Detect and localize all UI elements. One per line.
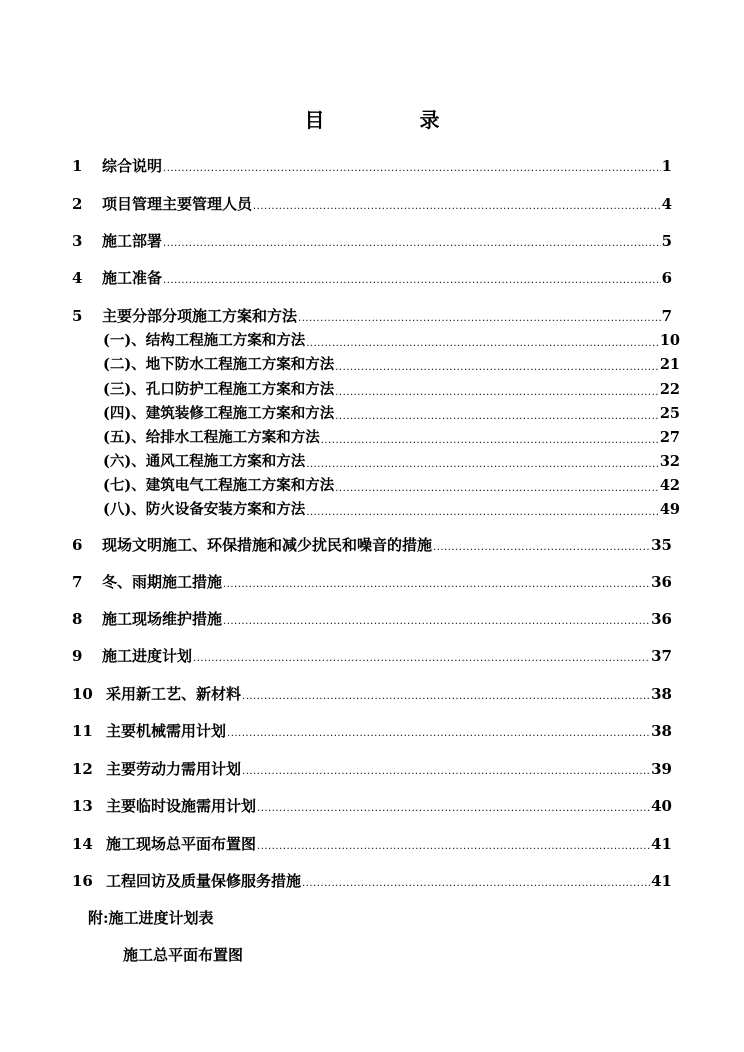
toc-leader-dots: [433, 541, 650, 555]
toc-entry-number: 4: [72, 269, 83, 287]
toc-leader-dots: [298, 312, 661, 326]
toc-leader-dots: [257, 840, 650, 854]
toc-entry-page: 40: [651, 797, 672, 815]
toc-subentry-8[interactable]: [103, 500, 680, 520]
toc-leader-dots: [242, 690, 650, 704]
toc-subentry-label: (一)、结构工程施工方案和方法: [103, 332, 306, 349]
toc-subentry-page: 42: [659, 477, 680, 494]
toc-entry-number: 6: [72, 536, 83, 554]
toc-entry-9[interactable]: [72, 646, 672, 666]
toc-entry-label: 主要机械需用计划: [106, 722, 227, 740]
toc-entry-page: 41: [651, 835, 672, 853]
toc-entry-page: 39: [651, 760, 672, 778]
toc-subentry-page: 27: [659, 429, 680, 446]
toc-entry-label: 冬、雨期施工措施: [102, 573, 223, 591]
toc-leader-dots: [335, 361, 659, 375]
toc-entry-label: 工程回访及质量保修服务措施: [106, 872, 302, 890]
toc-entry-page: 1: [661, 157, 672, 175]
toc-leader-dots: [321, 434, 659, 448]
toc-entry-label: 项目管理主要管理人员: [102, 195, 253, 213]
toc-subentry-5[interactable]: [103, 428, 680, 448]
toc-entry-11[interactable]: [72, 721, 672, 741]
toc-leader-dots: [306, 337, 659, 351]
toc-entry-number: 12: [72, 760, 93, 778]
toc-subentry-3[interactable]: [103, 380, 680, 400]
toc-subentry-label: (五)、给排水工程施工方案和方法: [103, 429, 320, 446]
toc-entry-number: 16: [72, 872, 93, 890]
toc-entry-7[interactable]: [72, 572, 672, 592]
toc-subentry-label: (六)、通风工程施工方案和方法: [103, 453, 306, 470]
toc-entry-label: 现场文明施工、环保措施和减少扰民和噪音的措施: [102, 536, 433, 554]
toc-entry-number: 10: [72, 685, 93, 703]
toc-leader-dots: [163, 274, 661, 288]
toc-entry-number: 9: [72, 647, 83, 665]
toc-entry-label: 主要分部分项施工方案和方法: [102, 307, 298, 325]
toc-entry-label: 施工现场总平面布置图: [106, 835, 257, 853]
toc-entry-label: 主要劳动力需用计划: [106, 760, 242, 778]
toc-leader-dots: [227, 727, 650, 741]
toc-leader-dots: [306, 506, 659, 520]
toc-entry-2[interactable]: [72, 194, 672, 214]
toc-entry-page: 38: [651, 722, 672, 740]
toc-subentry-label: (七)、建筑电气工程施工方案和方法: [103, 477, 335, 494]
toc-entry-page: 38: [651, 685, 672, 703]
toc-subentry-label: (二)、地下防水工程施工方案和方法: [103, 356, 335, 373]
toc-leader-dots: [335, 386, 659, 400]
toc-leader-dots: [335, 410, 659, 424]
toc-entry-page: 37: [651, 647, 672, 665]
toc-entry-number: 14: [72, 835, 93, 853]
toc-entry-12[interactable]: [72, 759, 672, 779]
toc-entry-label: 综合说明: [102, 157, 163, 175]
toc-entry-label: 施工部署: [102, 232, 163, 250]
appendix-line-2: 施工总平面布置图: [123, 946, 244, 964]
toc-subentry-7[interactable]: [103, 476, 680, 496]
toc-entry-5[interactable]: [72, 306, 672, 326]
toc-leader-dots: [163, 162, 661, 176]
toc-subentry-1[interactable]: [103, 331, 680, 351]
toc-entry-number: 13: [72, 797, 93, 815]
toc-entry-page: 41: [651, 872, 672, 890]
toc-subentry-label: (三)、孔口防护工程施工方案和方法: [103, 381, 335, 398]
toc-entry-1[interactable]: [72, 156, 672, 176]
toc-entry-page: 4: [661, 195, 672, 213]
toc-subentry-page: 22: [659, 381, 680, 398]
toc-entry-number: 8: [72, 610, 83, 628]
toc-entry-label: 施工准备: [102, 269, 163, 287]
toc-subentry-label: (四)、建筑装修工程施工方案和方法: [103, 405, 335, 422]
toc-entry-3[interactable]: [72, 231, 672, 251]
toc-entry-label: 主要临时设施需用计划: [106, 797, 257, 815]
toc-entry-8[interactable]: [72, 609, 672, 629]
toc-entry-page: 5: [661, 232, 672, 250]
toc-subentry-label: (八)、防火设备安装方案和方法: [103, 501, 306, 518]
toc-entry-4[interactable]: [72, 268, 672, 288]
toc-leader-dots: [302, 877, 650, 891]
toc-entry-label: 施工进度计划: [102, 647, 193, 665]
toc-entry-10[interactable]: [72, 684, 672, 704]
toc-leader-dots: [223, 578, 650, 592]
toc-leader-dots: [193, 652, 650, 666]
toc-entry-number: 3: [72, 232, 83, 250]
page-title: 目 录: [304, 108, 484, 132]
toc-subentry-page: 32: [659, 453, 680, 470]
toc-entry-13[interactable]: [72, 796, 672, 816]
toc-entry-number: 2: [72, 195, 83, 213]
toc-leader-dots: [335, 482, 659, 496]
toc-subentry-page: 21: [659, 356, 680, 373]
toc-subentry-6[interactable]: [103, 452, 680, 472]
toc-entry-page: 7: [661, 307, 672, 325]
toc-entry-label: 采用新工艺、新材料: [106, 685, 242, 703]
appendix-line-1: 附:施工进度计划表: [88, 909, 214, 927]
toc-entry-page: 6: [661, 269, 672, 287]
toc-subentry-4[interactable]: [103, 404, 680, 424]
toc-entry-16[interactable]: [72, 871, 672, 891]
toc-leader-dots: [257, 802, 650, 816]
toc-entry-number: 11: [72, 722, 93, 740]
toc-leader-dots: [253, 200, 661, 214]
toc-entry-number: 5: [72, 307, 83, 325]
toc-leader-dots: [223, 615, 650, 629]
toc-subentry-2[interactable]: [103, 355, 680, 375]
toc-entry-number: 1: [72, 157, 83, 175]
toc-subentry-page: 10: [659, 332, 680, 349]
toc-entry-page: 36: [651, 573, 672, 591]
toc-leader-dots: [163, 237, 661, 251]
toc-leader-dots: [242, 765, 650, 779]
toc-entry-number: 7: [72, 573, 83, 591]
toc-leader-dots: [306, 458, 659, 472]
toc-entry-page: 36: [651, 610, 672, 628]
toc-entry-6[interactable]: [72, 535, 672, 555]
toc-subentry-page: 25: [659, 405, 680, 422]
toc-entry-page: 35: [651, 536, 672, 554]
toc-entry-label: 施工现场维护措施: [102, 610, 223, 628]
toc-subentry-page: 49: [659, 501, 680, 518]
toc-entry-14[interactable]: [72, 834, 672, 854]
